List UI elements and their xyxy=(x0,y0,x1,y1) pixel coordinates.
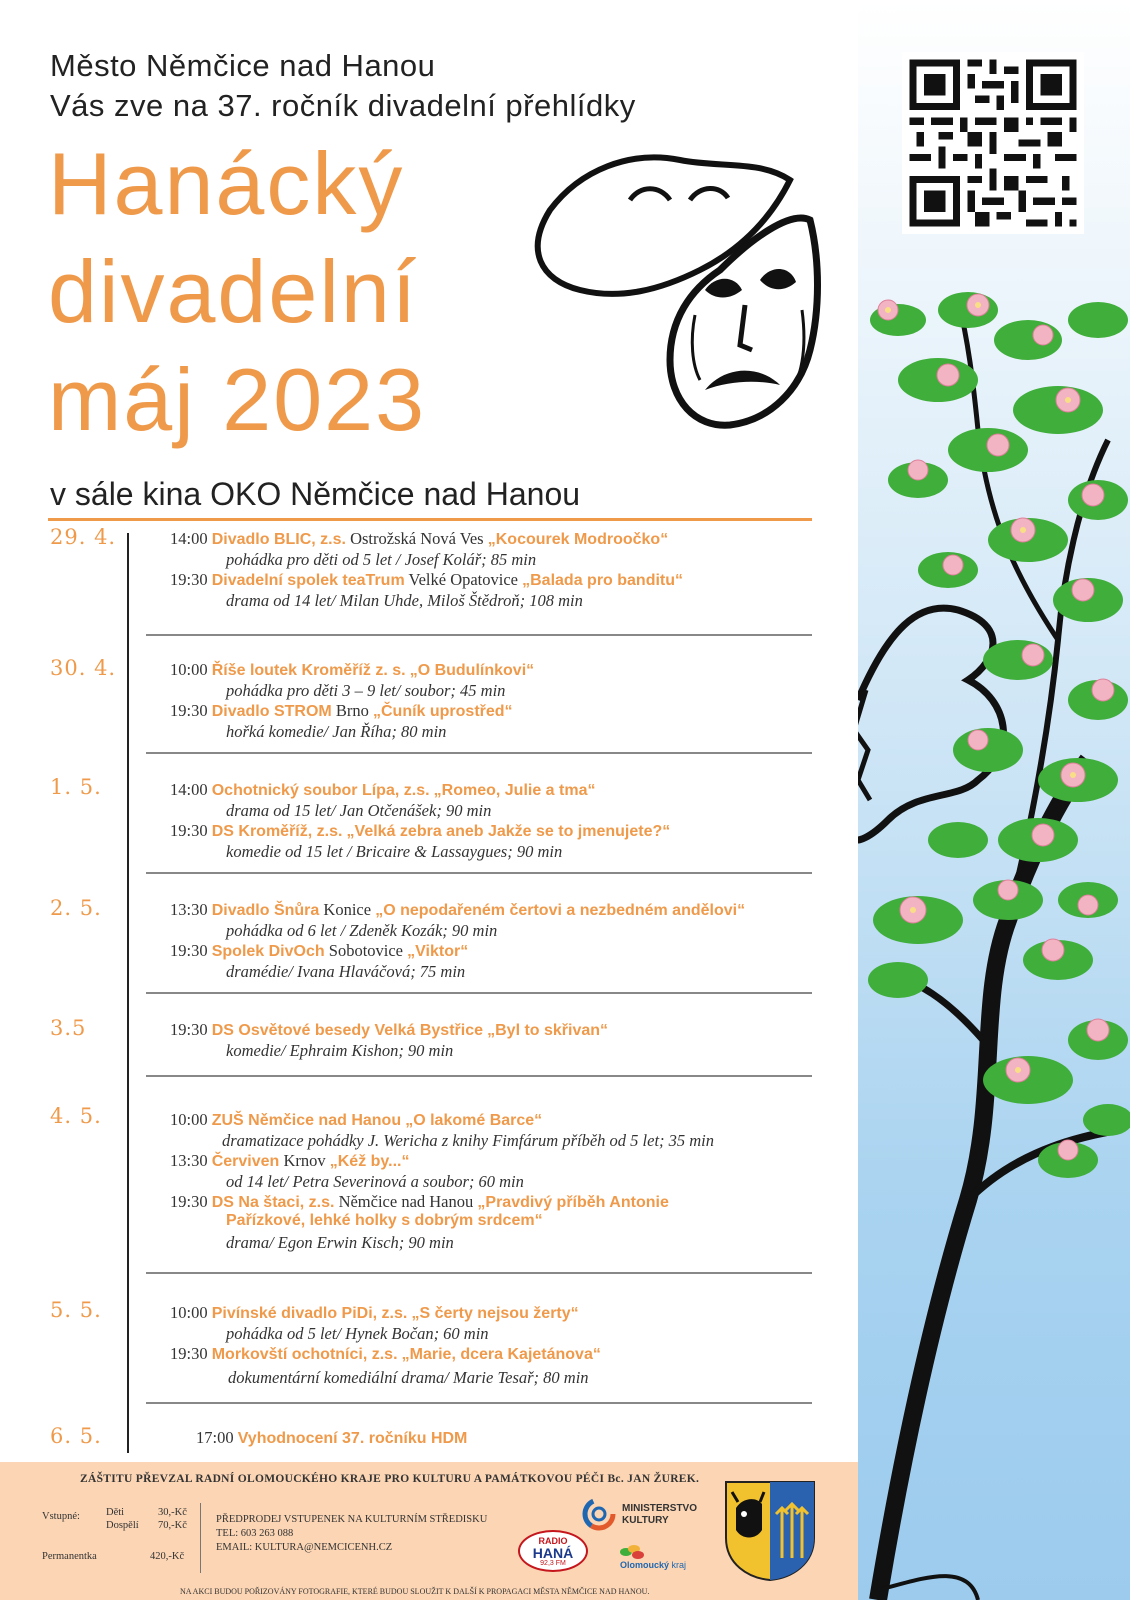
event-time: 10:00 xyxy=(170,660,208,679)
event-time: 10:00 xyxy=(170,1303,208,1322)
event-play: „Balada pro banditu“ xyxy=(522,572,684,589)
event-play: „O nepodařeném čertovi a nezbedném andělovi“ xyxy=(375,902,746,919)
event-play-continued: Pařízkové, lehké holky s dobrým srdcem“ xyxy=(226,1212,543,1229)
event-org: Divadelní spolek teaTrum xyxy=(211,572,405,589)
event-org: Ochotnický soubor Lípa, z.s. xyxy=(211,782,430,799)
event-line xyxy=(170,701,513,721)
event-place: Konice xyxy=(323,900,372,919)
entry-label: Vstupné: xyxy=(42,1511,80,1522)
event-desc: pohádka pro děti 3 – 9 let/ soubor; 45 min xyxy=(226,681,506,700)
event-time: 10:00 xyxy=(170,1110,208,1129)
day-date: 3.5 xyxy=(50,1016,87,1040)
event-place: Velké Opatovice xyxy=(408,570,518,589)
patronage-note: ZÁŠTITU PŘEVZAL RADNÍ OLOMOUCKÉHO KRAJE PRO KULTURU A PAMÁTKOVOU PÉČI Bc. JAN ŽUREK. xyxy=(80,1473,700,1485)
timeline-line xyxy=(127,533,129,1453)
event-org: Říše loutek Kroměříž z. s. xyxy=(211,662,406,679)
event-time: 13:30 xyxy=(170,900,208,919)
organizer-line: Město Němčice nad Hanou xyxy=(50,48,436,83)
event-desc: hořká komedie/ Jan Říha; 80 min xyxy=(226,722,447,741)
event-line xyxy=(170,821,670,841)
event-desc: dokumentární komediální drama/ Marie Tesař; 80 min xyxy=(228,1368,589,1387)
event-play: „Čuník uprostřed“ xyxy=(372,703,513,720)
event-play: „Marie, dcera Kajetánova“ xyxy=(401,1346,601,1363)
venue-subtitle: v sále kina OKO Němčice nad Hanou xyxy=(50,476,581,512)
event-play: „Velká zebra aneb Jakže se to jmenujete?“ xyxy=(346,823,671,840)
day-separator xyxy=(146,992,812,994)
pass-price: 420,-Kč xyxy=(150,1551,185,1562)
event-line xyxy=(170,1192,669,1212)
ministry-line1: MINISTERSTVO xyxy=(622,1503,698,1514)
day-separator xyxy=(146,872,812,874)
day-separator xyxy=(146,1272,812,1274)
event-time: 19:30 xyxy=(170,1020,208,1039)
event-play: „Viktor“ xyxy=(407,943,469,960)
event-line xyxy=(170,1344,601,1364)
event-desc: komedie/ Ephraim Kishon; 90 min xyxy=(226,1041,454,1060)
event-line xyxy=(170,660,534,680)
presale-note: PŘEDPRODEJ VSTUPENEK NA KULTURNÍM STŘEDISKU xyxy=(216,1514,488,1525)
event-line xyxy=(170,1020,608,1040)
event-line xyxy=(170,1303,579,1323)
event-desc: pohádka od 6 let / Zdeněk Kozák; 90 min xyxy=(226,921,498,940)
day-date: 6. 5. xyxy=(50,1424,102,1448)
footer-divider xyxy=(200,1503,201,1573)
event-desc: od 14 let/ Petra Severinová a soubor; 60 min xyxy=(226,1172,524,1191)
event-desc: komedie od 15 let / Bricaire & Lassaygues; 90 min xyxy=(226,842,563,861)
event-org: DS Na štaci, z.s. xyxy=(211,1194,335,1211)
day-date: 1. 5. xyxy=(50,775,102,799)
day-separator xyxy=(146,1075,812,1077)
event-org: DS Kroměříž, z.s. xyxy=(211,823,343,840)
event-line xyxy=(170,1110,542,1130)
event-desc: pohádka pro děti od 5 let / Josef Kolář; 85 min xyxy=(226,550,537,569)
coat-of-arms-icon xyxy=(722,1478,818,1582)
day-separator xyxy=(146,634,812,636)
event-play: „Kocourek Modroočko“ xyxy=(487,531,669,548)
day-date: 29. 4. xyxy=(50,525,117,549)
qr-code[interactable] xyxy=(902,52,1084,234)
radio-hana-line3: 92,3 FM xyxy=(540,1560,566,1567)
event-desc: dramatizace pohádky J. Wericha z knihy Fimfárum příběh od 5 let; 35 min xyxy=(222,1131,715,1150)
event-time: 19:30 xyxy=(170,1344,208,1363)
event-place: Brno xyxy=(335,701,369,720)
event-org: Vyhodnocení 37. ročníku HDM xyxy=(237,1430,468,1447)
radio-hana-line1: RADIO xyxy=(538,1536,568,1546)
event-desc: drama/ Egon Erwin Kisch; 90 min xyxy=(226,1233,454,1252)
event-line xyxy=(196,1428,467,1448)
day-separator xyxy=(146,1402,812,1404)
event-line xyxy=(170,529,668,549)
ministry-culture-icon xyxy=(582,1497,616,1531)
event-time: 13:30 xyxy=(170,1151,208,1170)
event-desc: drama od 14 let/ Milan Uhde, Miloš Štědroň; 108 min xyxy=(226,591,583,610)
day-date: 2. 5. xyxy=(50,896,102,920)
olomoucky-kraj-line2: kraj xyxy=(671,1560,687,1570)
event-org: Divadlo Šnůra xyxy=(211,902,320,919)
event-play: „Byl to skřivan“ xyxy=(487,1022,609,1039)
event-desc: dramédie/ Ivana Hlaváčová; 75 min xyxy=(226,962,466,981)
title-line-1: Hanácký xyxy=(48,134,405,233)
event-time: 17:00 xyxy=(196,1428,234,1447)
ministry-line2: KULTURY xyxy=(622,1515,669,1526)
adult-price: 70,-Kč xyxy=(158,1520,187,1531)
day-date: 5. 5. xyxy=(50,1298,102,1322)
event-line xyxy=(170,1151,409,1171)
event-desc: pohádka od 5 let/ Hynek Bočan; 60 min xyxy=(226,1324,489,1343)
contact-phone: TEL: 603 263 088 xyxy=(216,1528,294,1539)
event-time: 19:30 xyxy=(170,821,208,840)
olomoucky-kraj-icon xyxy=(618,1543,646,1561)
day-separator xyxy=(146,752,812,754)
event-org: Divadlo BLIC, z.s. xyxy=(211,531,346,548)
pass-label: Permanentka xyxy=(42,1551,97,1562)
title-line-3: máj 2023 xyxy=(48,350,427,449)
theatre-masks-illustration xyxy=(520,140,830,440)
kids-price: 30,-Kč xyxy=(158,1507,187,1518)
kids-label: Děti xyxy=(106,1507,125,1518)
blossom-tree-illustration xyxy=(858,280,1130,1600)
contact-email[interactable]: EMAIL: KULTURA@NEMCICENH.CZ xyxy=(216,1542,393,1553)
event-line xyxy=(170,570,683,590)
event-time: 19:30 xyxy=(170,570,208,589)
event-org: Spolek DivOch xyxy=(211,943,325,960)
event-desc: drama od 15 let/ Jan Otčenášek; 90 min xyxy=(226,801,492,820)
event-org: Pivínské divadlo PiDi, z.s. xyxy=(211,1305,408,1322)
event-time: 19:30 xyxy=(170,701,208,720)
event-org: Morkovští ochotníci, z.s. xyxy=(211,1346,398,1363)
event-org: Divadlo STROM xyxy=(211,703,332,720)
title-line-2: divadelní xyxy=(48,242,419,341)
event-time: 14:00 xyxy=(170,529,208,548)
event-place: Krnov xyxy=(283,1151,326,1170)
event-play: „Romeo, Julie a tma“ xyxy=(433,782,596,799)
event-place: Sobotovice xyxy=(328,941,404,960)
event-line xyxy=(170,941,468,961)
event-place: Ostrožská Nová Ves xyxy=(350,529,484,548)
event-time: 19:30 xyxy=(170,1192,208,1211)
day-date: 4. 5. xyxy=(50,1104,102,1128)
event-place: Němčice nad Hanou xyxy=(338,1192,474,1211)
event-play: „Kéž by...“ xyxy=(329,1153,410,1170)
radio-hana-logo xyxy=(518,1530,588,1572)
event-line xyxy=(170,780,595,800)
event-time: 14:00 xyxy=(170,780,208,799)
event-play: „S čerty nejsou žerty“ xyxy=(411,1305,579,1322)
adult-label: Dospělí xyxy=(106,1520,139,1531)
day-date: 30. 4. xyxy=(50,656,117,680)
photo-notice: NA AKCI BUDOU POŘIZOVÁNY FOTOGRAFIE, KTERÉ BUDOU SLOUŽIT K DALŠÍ K PROPAGACI MĚSTA NĚMČICE NAD HANOU. xyxy=(180,1587,650,1596)
event-play: „O Budulínkovi“ xyxy=(409,662,535,679)
radio-hana-line2: HANÁ xyxy=(532,1545,574,1561)
event-org: Červiven xyxy=(211,1153,280,1170)
event-play: „Pravdivý příběh Antonie xyxy=(477,1194,669,1211)
event-org: ZUŠ Němčice nad Hanou xyxy=(211,1112,402,1129)
event-play: „O lakomé Barce“ xyxy=(405,1112,543,1129)
event-org: DS Osvětové besedy Velká Bystřice xyxy=(211,1022,483,1039)
event-time: 19:30 xyxy=(170,941,208,960)
event-line xyxy=(170,900,745,920)
invitation-line: Vás zve na 37. ročník divadelní přehlídky xyxy=(50,88,636,123)
header-divider xyxy=(48,518,812,521)
olomoucky-kraj-line1: Olomoucký xyxy=(620,1560,670,1570)
